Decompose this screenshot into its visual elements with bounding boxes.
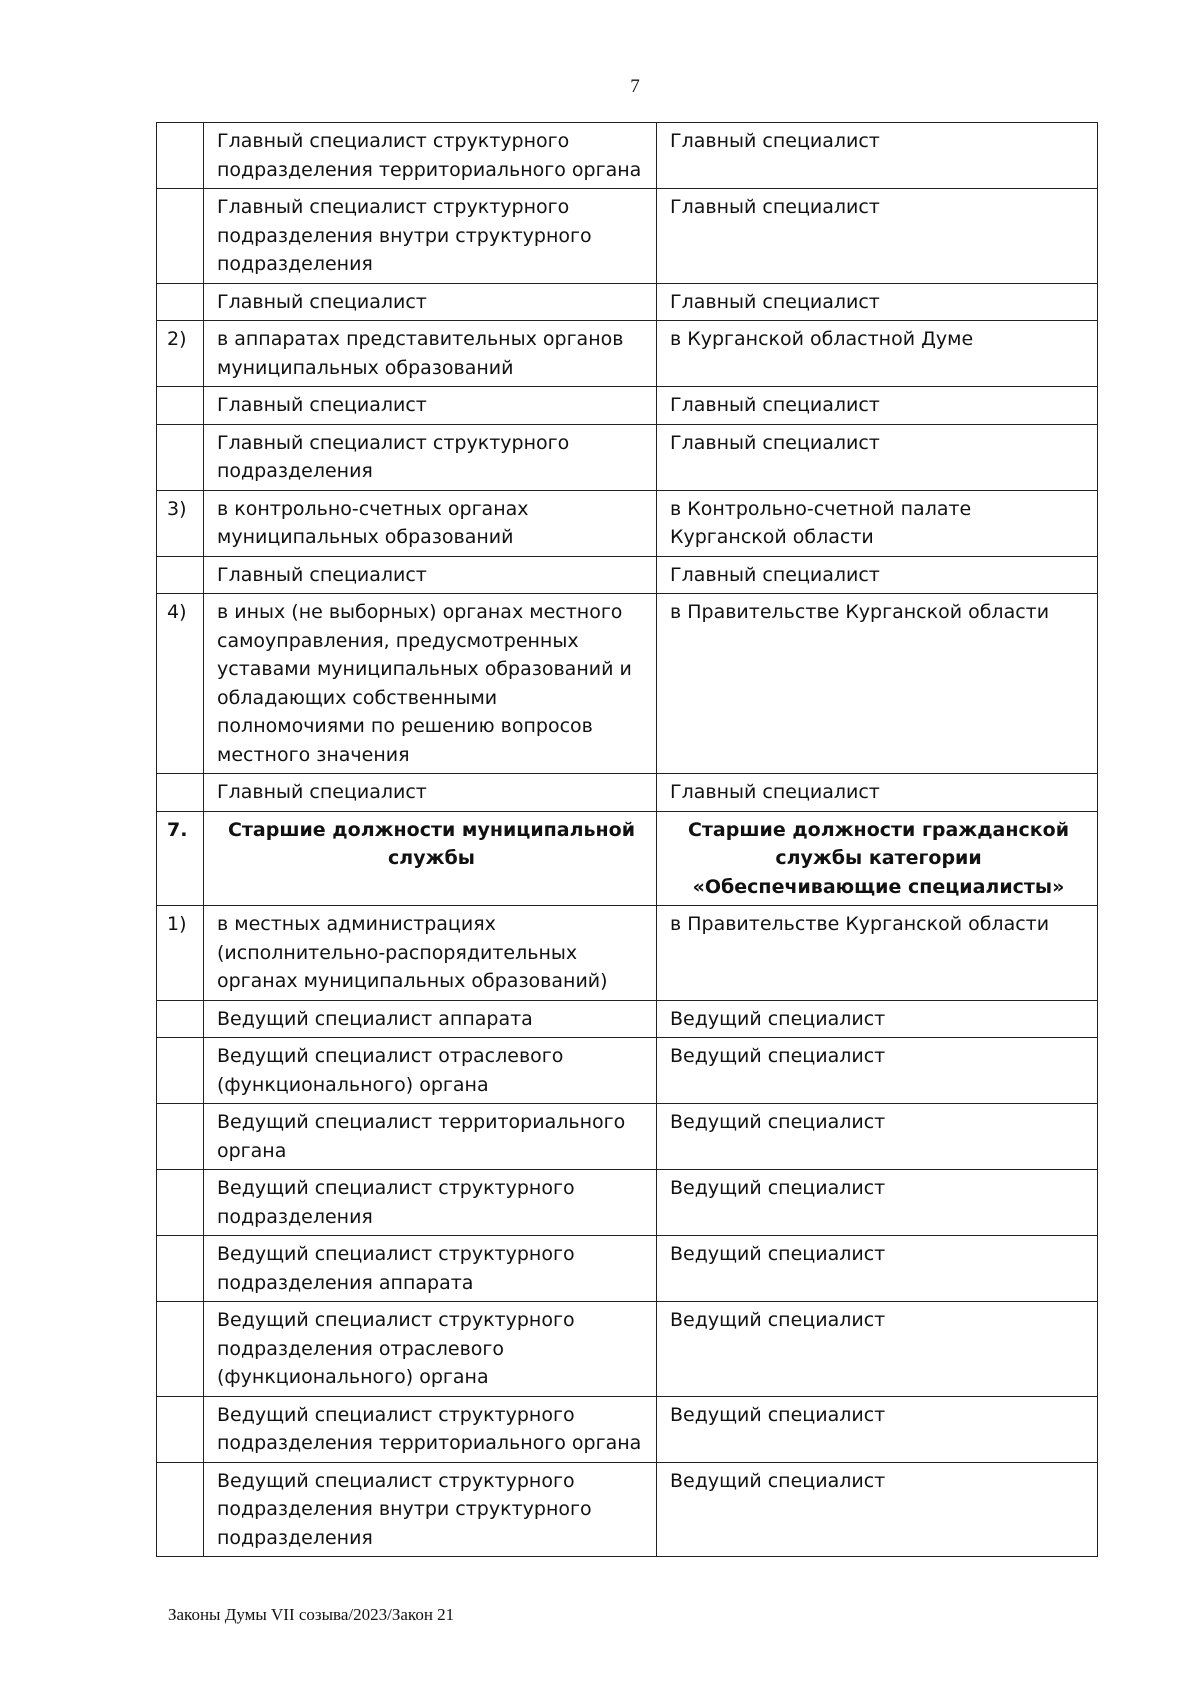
table-row bbox=[157, 490, 1098, 556]
municipal-position-cell: Ведущий специалист территориального органа bbox=[204, 1104, 657, 1170]
table-row bbox=[157, 387, 1098, 425]
row-number-cell bbox=[157, 1462, 204, 1557]
table-row bbox=[157, 321, 1098, 387]
table-row bbox=[157, 1396, 1098, 1462]
table-row bbox=[157, 594, 1098, 774]
municipal-position-cell: Ведущий специалист структурного подразделения внутри структурного подразделения bbox=[204, 1462, 657, 1557]
civil-service-position-cell: Главный специалист bbox=[657, 123, 1098, 189]
municipal-position-cell: Главный специалист bbox=[204, 774, 657, 812]
row-number-cell: 1) bbox=[157, 906, 204, 1001]
table-row bbox=[157, 774, 1098, 812]
table-row bbox=[157, 189, 1098, 284]
municipal-position-cell: Главный специалист bbox=[204, 556, 657, 594]
civil-service-position-cell: Главный специалист bbox=[657, 424, 1098, 490]
municipal-position-cell: в местных администрациях (исполнительно-распорядительных органах муниципальных образований) bbox=[204, 906, 657, 1001]
table-row bbox=[157, 123, 1098, 189]
civil-service-position-cell: в Курганской областной Думе bbox=[657, 321, 1098, 387]
municipal-position-cell: в аппаратах представительных органов муниципальных образований bbox=[204, 321, 657, 387]
municipal-position-cell: Ведущий специалист структурного подразделения bbox=[204, 1170, 657, 1236]
table-row bbox=[157, 1302, 1098, 1397]
section-header-row bbox=[157, 811, 1098, 906]
civil-service-position-cell: Ведущий специалист bbox=[657, 1038, 1098, 1104]
row-number-cell bbox=[157, 123, 204, 189]
row-number-cell bbox=[157, 1038, 204, 1104]
row-number-cell bbox=[157, 283, 204, 321]
municipal-position-cell: Главный специалист структурного подразделения bbox=[204, 424, 657, 490]
table-row bbox=[157, 1170, 1098, 1236]
civil-service-position-cell: в Контрольно-счетной палате Курганской области bbox=[657, 490, 1098, 556]
municipal-position-cell: Ведущий специалист структурного подразделения аппарата bbox=[204, 1236, 657, 1302]
table-row bbox=[157, 283, 1098, 321]
row-number-cell: 3) bbox=[157, 490, 204, 556]
table-row bbox=[157, 906, 1098, 1001]
civil-service-position-cell: Главный специалист bbox=[657, 387, 1098, 425]
municipal-position-cell: Главный специалист bbox=[204, 283, 657, 321]
municipal-position-cell: Старшие должности муниципальной службы bbox=[204, 811, 657, 906]
civil-service-position-cell: Ведущий специалист bbox=[657, 1000, 1098, 1038]
municipal-position-cell: Главный специалист bbox=[204, 387, 657, 425]
municipal-position-cell: Ведущий специалист аппарата bbox=[204, 1000, 657, 1038]
civil-service-position-cell: Ведущий специалист bbox=[657, 1104, 1098, 1170]
row-number-cell bbox=[157, 424, 204, 490]
civil-service-position-cell: Главный специалист bbox=[657, 189, 1098, 284]
municipal-position-cell: в иных (не выборных) органах местного самоуправления, предусмотренных уставами муниципальных образований и обладающих собственными полномочиями по решению вопросов местного значения bbox=[204, 594, 657, 774]
civil-service-position-cell: Старшие должности гражданской службы категории «Обеспечивающие специалисты» bbox=[657, 811, 1098, 906]
table-row bbox=[157, 1038, 1098, 1104]
table-row bbox=[157, 1236, 1098, 1302]
footer-text: Законы Думы VII созыва/2023/Закон 21 bbox=[168, 1605, 455, 1624]
row-number-cell bbox=[157, 387, 204, 425]
row-number-cell bbox=[157, 774, 204, 812]
civil-service-position-cell: в Правительстве Курганской области bbox=[657, 906, 1098, 1001]
row-number-cell: 7. bbox=[157, 811, 204, 906]
row-number-cell bbox=[157, 189, 204, 284]
civil-service-position-cell: Ведущий специалист bbox=[657, 1396, 1098, 1462]
row-number-cell bbox=[157, 1396, 204, 1462]
table-row bbox=[157, 1104, 1098, 1170]
civil-service-position-cell: Ведущий специалист bbox=[657, 1170, 1098, 1236]
row-number-cell: 4) bbox=[157, 594, 204, 774]
municipal-position-cell: Ведущий специалист структурного подразделения отраслевого (функционального) органа bbox=[204, 1302, 657, 1397]
civil-service-position-cell: Главный специалист bbox=[657, 283, 1098, 321]
row-number-cell bbox=[157, 1000, 204, 1038]
row-number-cell bbox=[157, 1236, 204, 1302]
table-row bbox=[157, 1000, 1098, 1038]
row-number-cell bbox=[157, 1104, 204, 1170]
row-number-cell bbox=[157, 1170, 204, 1236]
row-number-cell bbox=[157, 1302, 204, 1397]
page-number: 7 bbox=[630, 76, 640, 97]
municipal-position-cell: в контрольно-счетных органах муниципальных образований bbox=[204, 490, 657, 556]
positions-table-body bbox=[157, 123, 1098, 1557]
civil-service-position-cell: в Правительстве Курганской области bbox=[657, 594, 1098, 774]
municipal-position-cell: Главный специалист структурного подразделения территориального органа bbox=[204, 123, 657, 189]
row-number-cell bbox=[157, 556, 204, 594]
table-row bbox=[157, 424, 1098, 490]
municipal-position-cell: Ведущий специалист структурного подразделения территориального органа bbox=[204, 1396, 657, 1462]
civil-service-position-cell: Главный специалист bbox=[657, 774, 1098, 812]
municipal-position-cell: Ведущий специалист отраслевого (функционального) органа bbox=[204, 1038, 657, 1104]
row-number-cell: 2) bbox=[157, 321, 204, 387]
table-row bbox=[157, 1462, 1098, 1557]
municipal-position-cell: Главный специалист структурного подразделения внутри структурного подразделения bbox=[204, 189, 657, 284]
table-row bbox=[157, 556, 1098, 594]
civil-service-position-cell: Ведущий специалист bbox=[657, 1302, 1098, 1397]
civil-service-position-cell: Ведущий специалист bbox=[657, 1236, 1098, 1302]
positions-table bbox=[156, 122, 1098, 1557]
civil-service-position-cell: Ведущий специалист bbox=[657, 1462, 1098, 1557]
civil-service-position-cell: Главный специалист bbox=[657, 556, 1098, 594]
